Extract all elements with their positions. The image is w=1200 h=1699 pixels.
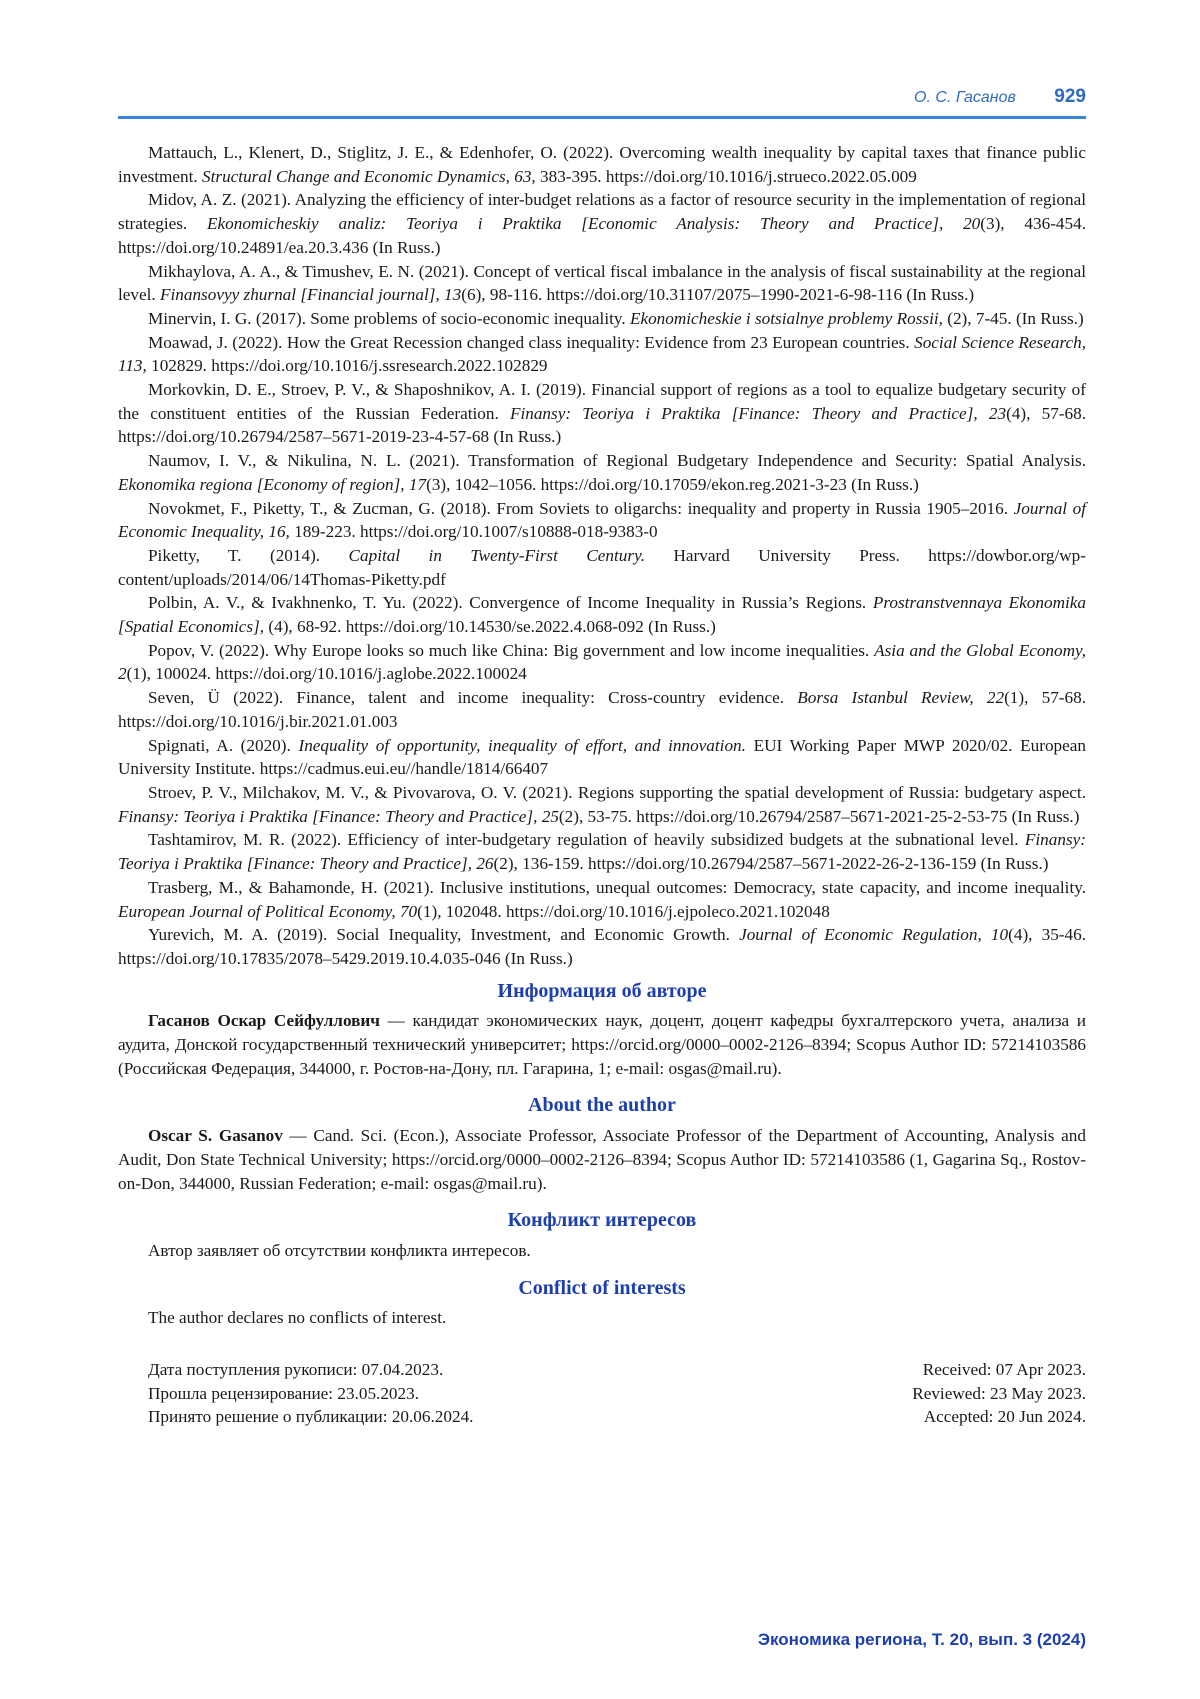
author-info-ru-text (118, 1009, 1086, 1080)
main-content (118, 141, 1086, 1429)
reference-pre: Midov, A. Z. (2021). Analyzing the efficiency of inter-budget relations as a factor of resource security in the implementation of regional strategies. (118, 190, 1086, 233)
reference-pre: Moawad, J. (2022). How the Great Recession changed class inequality: Evidence from 23 European countries. (148, 333, 914, 352)
author-info-en-title: About the author (118, 1094, 1086, 1118)
page (0, 0, 1200, 1699)
reference-pre: Piketty, T. (2014). (148, 546, 349, 565)
author-bio-ru: — кандидат экономических наук, доцент, доцент кафедры бухгалтерского учета, анализа и аудита, Донской государственный технический университет; https://orcid.org/0000–0002-2126–8394; Scopus Author ID: 57214103586 (Российская Федерация, 344000, г. Ростов-на-Дону, пл. Гагарина, 1; e-mail: osgas@mail.ru). (118, 1011, 1086, 1077)
reference-item (118, 449, 1086, 496)
reference-post: (4), 57-68. https://doi.org/10.26794/2587–5671-2019-23-4-57-68 (In Russ.) (118, 404, 1086, 447)
reference-ital: Finansovyy zhurnal [Financial journal], 13 (160, 285, 461, 304)
reference-ital: Capital in Twenty-First Century. (349, 546, 646, 565)
conflict-en-text: The author declares no conflicts of interest. (118, 1306, 1086, 1330)
reference-pre: Novokmet, F., Piketty, T., & Zucman, G. (2018). From Soviets to oligarchs: inequality and property in Russia 1905–2016. (148, 499, 1014, 518)
running-head (118, 86, 1086, 108)
reference-pre: Seven, Ü (2022). Finance, talent and income inequality: Cross-country evidence. (148, 688, 797, 707)
reference-pre: Yurevich, M. A. (2019). Social Inequality, Investment, and Economic Growth. (148, 925, 739, 944)
reference-post: (3), 1042–1056. https://doi.org/10.17059/ekon.reg.2021-3-23 (In Russ.) (426, 475, 919, 494)
reference-pre: Polbin, A. V., & Ivakhnenko, T. Yu. (2022). Convergence of Income Inequality in Russia’s Regions. (148, 593, 873, 612)
author-info-en-text (118, 1124, 1086, 1195)
reference-item (118, 188, 1086, 259)
reference-pre: Mattauch, L., Klenert, D., Stiglitz, J. E., & Edenhofer, O. (2022). Overcoming wealth inequality by capital taxes that finance public investment. (118, 143, 1086, 186)
reference-ital: Finansy: Teoriya i Praktika [Finance: Theory and Practice], 23 (510, 404, 1006, 423)
reference-post: (2), 7-45. (In Russ.) (943, 309, 1084, 328)
reference-ital: Ekonomika regiona [Economy of region], 17 (118, 475, 426, 494)
dates-ru (148, 1358, 473, 1429)
reference-post: (4), 35-46. https://doi.org/10.17835/2078–5429.2019.10.4.035-046 (In Russ.) (118, 925, 1086, 968)
reference-list (118, 141, 1086, 971)
reference-item (118, 544, 1086, 591)
reference-pre: Trasberg, M., & Bahamonde, H. (2021). Inclusive institutions, unequal outcomes: Democracy, state capacity, and income inequality. (148, 878, 1086, 897)
date-reviewed-en: Reviewed: 23 May 2023. (912, 1382, 1086, 1406)
reference-item (118, 141, 1086, 188)
date-accepted-en: Accepted: 20 Jun 2024. (912, 1405, 1086, 1429)
reference-post: 189-223. https://doi.org/10.1007/s10888-018-9383-0 (290, 522, 658, 541)
dates-en (912, 1358, 1086, 1429)
reference-post: (2), 53-75. https://doi.org/10.26794/2587–5671-2021-25-2-53-75 (In Russ.) (559, 807, 1080, 826)
reference-pre: Stroev, P. V., Milchakov, M. V., & Pivovarova, O. V. (2021). Regions supporting the spatial development of Russia: budgetary aspect. (148, 783, 1086, 802)
reference-item (118, 331, 1086, 378)
reference-ital: Asia and the Global Economy, 2 (118, 641, 1086, 684)
date-received-ru: Дата поступления рукописи: 07.04.2023. (148, 1358, 473, 1382)
reference-pre: Tashtamirov, M. R. (2022). Efficiency of inter-budgetary regulation of heavily subsidized budgets at the subnational level. (148, 830, 1025, 849)
reference-post: 383-395. https://doi.org/10.1016/j.strueco.2022.05.009 (536, 167, 917, 186)
author-name-ru: Гасанов Оскар Сейфуллович (148, 1011, 380, 1030)
reference-item (118, 260, 1086, 307)
reference-pre: Spignati, A. (2020). (148, 736, 298, 755)
reference-pre: Mikhaylova, A. A., & Timushev, E. N. (2021). Concept of vertical fiscal imbalance in the analysis of fiscal sustainability at the regional level. (118, 262, 1086, 305)
reference-item (118, 686, 1086, 733)
reference-ital: Borsa Istanbul Review, 22 (797, 688, 1004, 707)
reference-item (118, 378, 1086, 449)
date-accepted-ru: Принято решение о публикации: 20.06.2024. (148, 1405, 473, 1429)
conflict-ru-title: Конфликт интересов (118, 1209, 1086, 1233)
reference-item (118, 876, 1086, 923)
header-rule (118, 116, 1086, 119)
reference-post: (1), 100024. https://doi.org/10.1016/j.aglobe.2022.100024 (127, 664, 527, 683)
reference-ital: Finansy: Teoriya i Praktika [Finance: Theory and Practice], 26 (118, 830, 1086, 873)
page-number: 929 (1054, 86, 1086, 107)
author-bio-en: — Cand. Sci. (Econ.), Associate Professor, Associate Professor of the Department of Accounting, Analysis and Audit, Don State Technical University; https://orcid.org/0000–0002-2126–8394; Scopus Author ID: 57214103586 (1, Gagarina Sq., Rostov-on-Don, 344000, Russian Federation; e-mail: osgas@mail.ru). (118, 1126, 1086, 1192)
date-reviewed-ru: Прошла рецензирование: 23.05.2023. (148, 1382, 473, 1406)
author-name-en: Oscar S. Gasanov (148, 1126, 283, 1145)
reference-pre: Naumov, I. V., & Nikulina, N. L. (2021). Transformation of Regional Budgetary Independence and Security: Spatial Analysis. (148, 451, 1086, 470)
reference-ital: Structural Change and Economic Dynamics, 63, (202, 167, 536, 186)
reference-item (118, 828, 1086, 875)
reference-post: (6), 98-116. https://doi.org/10.31107/2075–1990-2021-6-98-116 (In Russ.) (461, 285, 974, 304)
reference-ital: Social Science Research, 113, (118, 333, 1086, 376)
manuscript-dates (118, 1358, 1086, 1429)
reference-ital: Journal of Economic Inequality, 16, (118, 499, 1086, 542)
date-received-en: Received: 07 Apr 2023. (912, 1358, 1086, 1382)
journal-footer: Экономика региона, Т. 20, вып. 3 (2024) (118, 1630, 1086, 1650)
reference-post: (3), 436-454. https://doi.org/10.24891/ea.20.3.436 (In Russ.) (118, 214, 1086, 257)
reference-pre: Minervin, I. G. (2017). Some problems of socio-economic inequality. (148, 309, 630, 328)
reference-ital: Ekonomicheskiy analiz: Teoriya i Praktika [Economic Analysis: Theory and Practice], 20 (207, 214, 980, 233)
reference-item (118, 307, 1086, 331)
reference-post: (4), 68-92. https://doi.org/10.14530/se.2022.4.068-092 (In Russ.) (264, 617, 716, 636)
reference-item (118, 591, 1086, 638)
reference-item (118, 734, 1086, 781)
reference-post: EUI Working Paper MWP 2020/02. European University Institute. https://cadmus.eui.eu//handle/1814/66407 (118, 736, 1086, 779)
reference-post: (1), 57-68. https://doi.org/10.1016/j.bir.2021.01.003 (118, 688, 1086, 731)
reference-ital: Prostranstvennaya Ekonomika [Spatial Economics], (118, 593, 1086, 636)
reference-ital: European Journal of Political Economy, 70 (118, 902, 417, 921)
conflict-ru-text: Автор заявляет об отсутствии конфликта интересов. (118, 1239, 1086, 1263)
author-info-ru-title: Информация об авторе (118, 980, 1086, 1004)
reference-item (118, 639, 1086, 686)
reference-item (118, 781, 1086, 828)
reference-post: (2), 136-159. https://doi.org/10.26794/2587–5671-2022-26-2-136-159 (In Russ.) (494, 854, 1049, 873)
reference-ital: Finansy: Teoriya i Praktika [Finance: Theory and Practice], 25 (118, 807, 559, 826)
reference-item (118, 923, 1086, 970)
reference-post: Harvard University Press. https://dowbor.org/wp-content/uploads/2014/06/14Thomas-Piketty.pdf (118, 546, 1086, 589)
reference-post: (1), 102048. https://doi.org/10.1016/j.ejpoleco.2021.102048 (417, 902, 830, 921)
reference-pre: Popov, V. (2022). Why Europe looks so much like China: Big government and low income inequalities. (148, 641, 874, 660)
reference-post: 102829. https://doi.org/10.1016/j.ssresearch.2022.102829 (147, 356, 548, 375)
reference-item (118, 497, 1086, 544)
reference-pre: Morkovkin, D. E., Stroev, P. V., & Shaposhnikov, A. I. (2019). Financial support of regions as a tool to equalize budgetary security of the constituent entities of the Russian Federation. (118, 380, 1086, 423)
running-head-author: О. С. Гасанов (914, 89, 1016, 106)
reference-ital: Inequality of opportunity, inequality of effort, and innovation. (298, 736, 745, 755)
reference-ital: Ekonomicheskie i sotsialnye problemy Rossii, (630, 309, 943, 328)
conflict-en-title: Conflict of interests (118, 1277, 1086, 1301)
reference-ital: Journal of Economic Regulation, 10 (739, 925, 1008, 944)
